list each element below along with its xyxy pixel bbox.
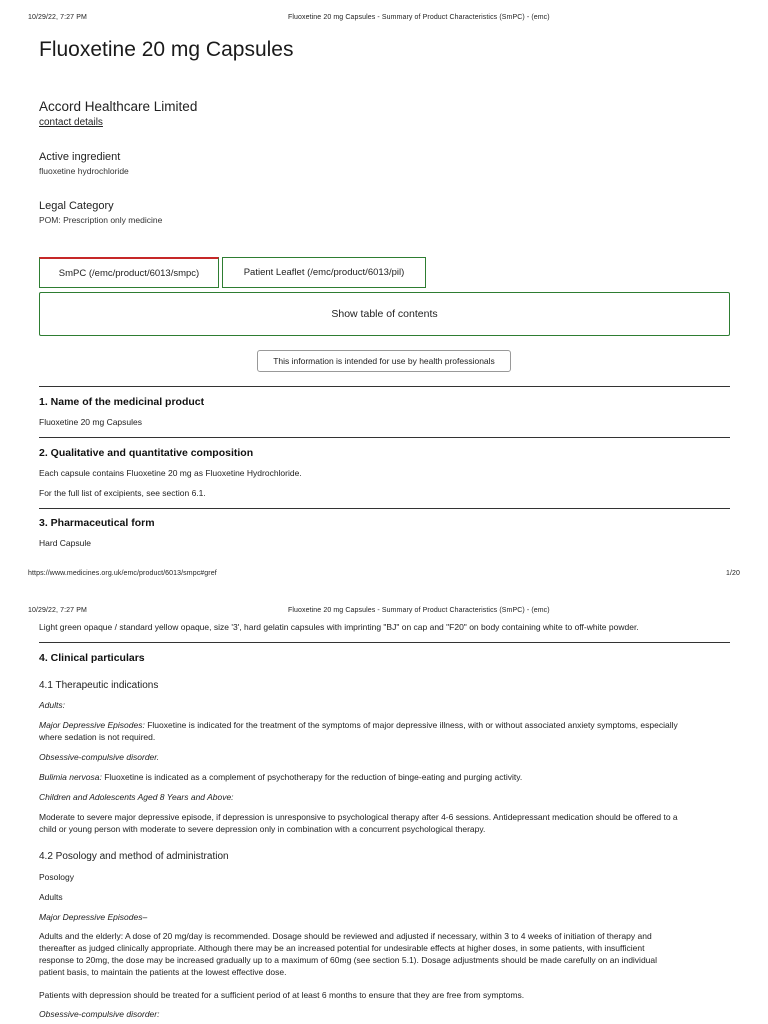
- print-doc-title: Fluoxetine 20 mg Capsules - Summary of Product Characteristics (SmPC) - (emc): [288, 607, 550, 614]
- active-ingredient-value: fluoxetine hydrochloride: [39, 166, 129, 176]
- section-divider: [39, 386, 730, 387]
- section-divider: [39, 437, 730, 438]
- paragraph: thereafter as judged clinically appropriate. Although there may be an increased potential for undesirable effects at higher doses, in some patients, with insufficient: [39, 943, 645, 953]
- section-divider: [39, 642, 730, 643]
- form-description: Light green opaque / standard yellow opaque, size '3', hard gelatin capsules with imprinting "BJ" on cap and "F20" on body containing white to off-white powder.: [39, 622, 639, 632]
- print-doc-title: Fluoxetine 20 mg Capsules - Summary of Product Characteristics (SmPC) - (emc): [288, 14, 550, 21]
- company-name: Accord Healthcare Limited: [39, 99, 198, 114]
- section-heading: 4. Clinical particulars: [39, 652, 145, 664]
- section-text: Each capsule contains Fluoxetine 20 mg as Fluoxetine Hydrochloride.: [39, 468, 302, 478]
- inline-text: Fluoxetine is indicated for the treatment of the symptoms of major depressive illness, with or without associated anxiety symptoms, especially: [144, 720, 678, 730]
- subsection-label: Posology: [39, 872, 74, 882]
- subsection-label: Children and Adolescents Aged 8 Years and Above:: [39, 792, 234, 802]
- paragraph: Patients with depression should be treated for a sufficient period of at least 6 months to ensure that they are free from symptoms.: [39, 990, 525, 1000]
- section-heading: 1. Name of the medicinal product: [39, 396, 205, 408]
- section-heading: 3. Pharmaceutical form: [39, 517, 155, 529]
- subsection-heading: 4.2 Posology and method of administration: [39, 851, 229, 862]
- inline-label: Bulimia nervosa:: [39, 772, 102, 782]
- paragraph: Moderate to severe major depressive episode, if depression is unresponsive to psychological therapy after 4-6 sessions. Antidepressant medication should be offered to a: [39, 812, 678, 822]
- active-ingredient-label: Active ingredient: [39, 151, 121, 163]
- print-datetime: 10/29/22, 7:27 PM: [28, 14, 87, 21]
- section-divider: [39, 508, 730, 509]
- print-datetime: 10/29/22, 7:27 PM: [28, 607, 87, 614]
- paragraph: [39, 771, 729, 784]
- health-professional-notice: This information is intended for use by health professionals: [257, 350, 511, 372]
- page-title: Fluoxetine 20 mg Capsules: [39, 38, 294, 61]
- subsection-heading: 4.1 Therapeutic indications: [39, 680, 159, 691]
- subsection-label: Adults:: [39, 700, 65, 710]
- subsection-label: Obsessive-compulsive disorder.: [39, 752, 160, 762]
- legal-category-label: Legal Category: [39, 200, 114, 212]
- paragraph: child or young person with moderate to severe depression only in combination with a concurrent psychological therapy.: [39, 824, 486, 834]
- tab-patient-leaflet[interactable]: Patient Leaflet (/emc/product/6013/pil): [222, 257, 426, 288]
- legal-category-value: POM: Prescription only medicine: [39, 215, 163, 225]
- inline-text: Fluoxetine is indicated as a complement of psychotherapy for the reduction of binge-eating and purging activity.: [101, 772, 523, 782]
- show-toc-button[interactable]: Show table of contents: [39, 292, 730, 336]
- inline-label: Major Depressive Episodes:: [39, 720, 145, 730]
- subsection-label: Major Depressive Episodes–: [39, 912, 148, 922]
- section-text: Fluoxetine 20 mg Capsules: [39, 417, 143, 427]
- tab-smpc[interactable]: SmPC (/emc/product/6013/smpc): [39, 257, 219, 288]
- paragraph: [39, 719, 729, 732]
- section-text: For the full list of excipients, see section 6.1.: [39, 488, 206, 498]
- footer-url: https://www.medicines.org.uk/emc/product/6013/smpc#gref: [28, 570, 217, 577]
- contact-details-link[interactable]: contact details: [39, 117, 103, 128]
- paragraph: response to 20mg, the dose may be increased gradually up to a maximum of 60mg (see section 5.1). Dosage adjustments should be made carefully on an individual: [39, 955, 658, 965]
- subsection-label: Obsessive-compulsive disorder:: [39, 1009, 160, 1019]
- paragraph: where sedation is not required.: [39, 732, 156, 742]
- paragraph: patient basis, to maintain the patients at the lowest effective dose.: [39, 967, 287, 977]
- subsection-label: Adults: [39, 892, 63, 902]
- paragraph: Adults and the elderly: A dose of 20 mg/day is recommended. Dosage should be reviewed and adjusted if necessary, within 3 to 4 weeks of initiation of therapy and: [39, 931, 652, 941]
- footer-page-number: 1/20: [726, 570, 741, 577]
- section-heading: 2. Qualitative and quantitative composition: [39, 447, 254, 459]
- section-text: Hard Capsule: [39, 538, 91, 548]
